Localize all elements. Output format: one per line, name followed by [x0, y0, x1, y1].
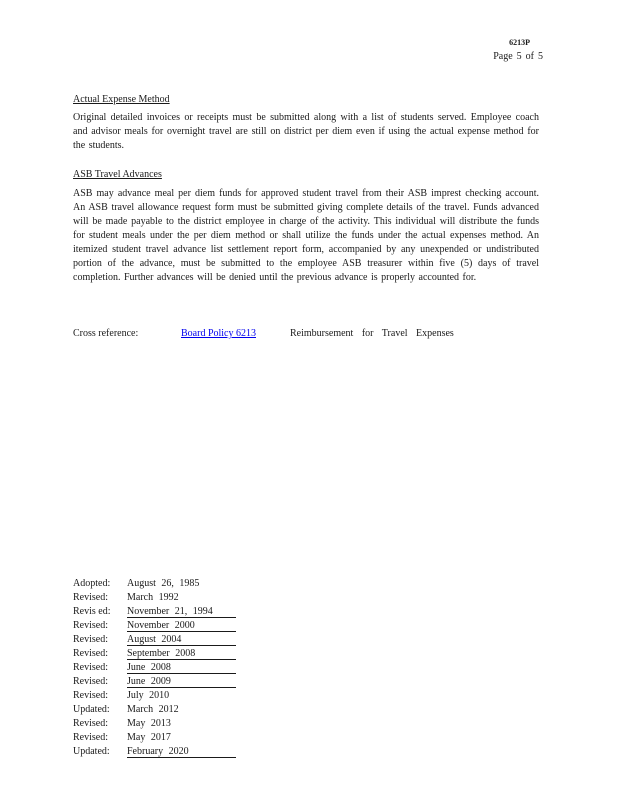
- history-date: March 2012: [127, 704, 179, 715]
- page-of: of: [525, 51, 534, 62]
- history-label: Revised:: [73, 662, 108, 673]
- page-number: 5: [516, 51, 522, 62]
- history-date: June 2008: [127, 662, 171, 673]
- page-word: Page: [493, 51, 513, 62]
- history-date: June 2009: [127, 676, 171, 687]
- history-date: September 2008: [127, 648, 196, 659]
- history-date: May 2013: [127, 718, 171, 729]
- section-heading-text: ASB Travel Advances: [73, 169, 162, 180]
- section-heading-text: Actual Expense Method: [73, 94, 170, 105]
- history-label: Revised:: [73, 648, 108, 659]
- history-underline: [127, 687, 236, 688]
- page-indicator: [460, 50, 543, 64]
- section-heading-actual-expense: [73, 93, 170, 107]
- history-underline: [127, 673, 236, 674]
- section-body-asb-travel: ASB may advance meal per diem funds for approved student travel from their ASB imprest checking account. An ASB travel allowance request form must be submitted giving complete details of the travel. Funds advanced will be made payable to the district employee in charge of the activity. This individual will distribute the funds for student meals under the per diem method or shall utilize the funds under the actual expenses method. An itemized student travel advance list settlement report form, accompanied by any unexpended or undistributed portion of the advance, must be submitted to the employee ASB treasurer within five (5) days of travel completion. Further advances will be denied until the previous advance is properly accounted for.: [73, 188, 539, 283]
- board-policy-link[interactable]: Board Policy 6213: [181, 328, 256, 339]
- history-underline: [127, 757, 236, 758]
- history-label: Updated:: [73, 746, 110, 757]
- history-date: November 2000: [127, 620, 195, 631]
- section-heading-asb-travel: [73, 168, 162, 182]
- history-label: Revised:: [73, 620, 108, 631]
- history-label: Revised:: [73, 592, 108, 603]
- history-label: Updated:: [73, 704, 110, 715]
- history-date: August 26, 1985: [127, 578, 200, 589]
- history-label: Revised:: [73, 732, 108, 743]
- history-label: Revised:: [73, 676, 108, 687]
- history-label: Adopted:: [73, 578, 111, 589]
- history-label: Revised:: [73, 718, 108, 729]
- history-underline: [127, 617, 236, 618]
- history-date: November 21, 1994: [127, 606, 213, 617]
- policy-code: 6213P: [509, 38, 530, 47]
- page-total: 5: [538, 51, 543, 62]
- cross-reference-title: Reimbursement for Travel Expenses: [290, 328, 454, 339]
- history-date: May 2017: [127, 732, 171, 743]
- history-label: Revised:: [73, 690, 108, 701]
- history-label: Revis ed:: [73, 606, 111, 617]
- history-label: Revised:: [73, 634, 108, 645]
- history-date: March 1992: [127, 592, 179, 603]
- cross-reference-label: Cross reference:: [73, 328, 139, 339]
- history-underline: [127, 659, 236, 660]
- history-date: August 2004: [127, 634, 182, 645]
- history-underline: [127, 645, 236, 646]
- history-date: July 2010: [127, 690, 170, 701]
- history-underline: [127, 631, 236, 632]
- history-date: February 2020: [127, 746, 189, 757]
- section-body-actual-expense: Original detailed invoices or receipts must be submitted along with a list of students served. Employee coach and advisor meals for overnight travel are still on district per diem even if using the actual expense method for the students.: [73, 112, 539, 151]
